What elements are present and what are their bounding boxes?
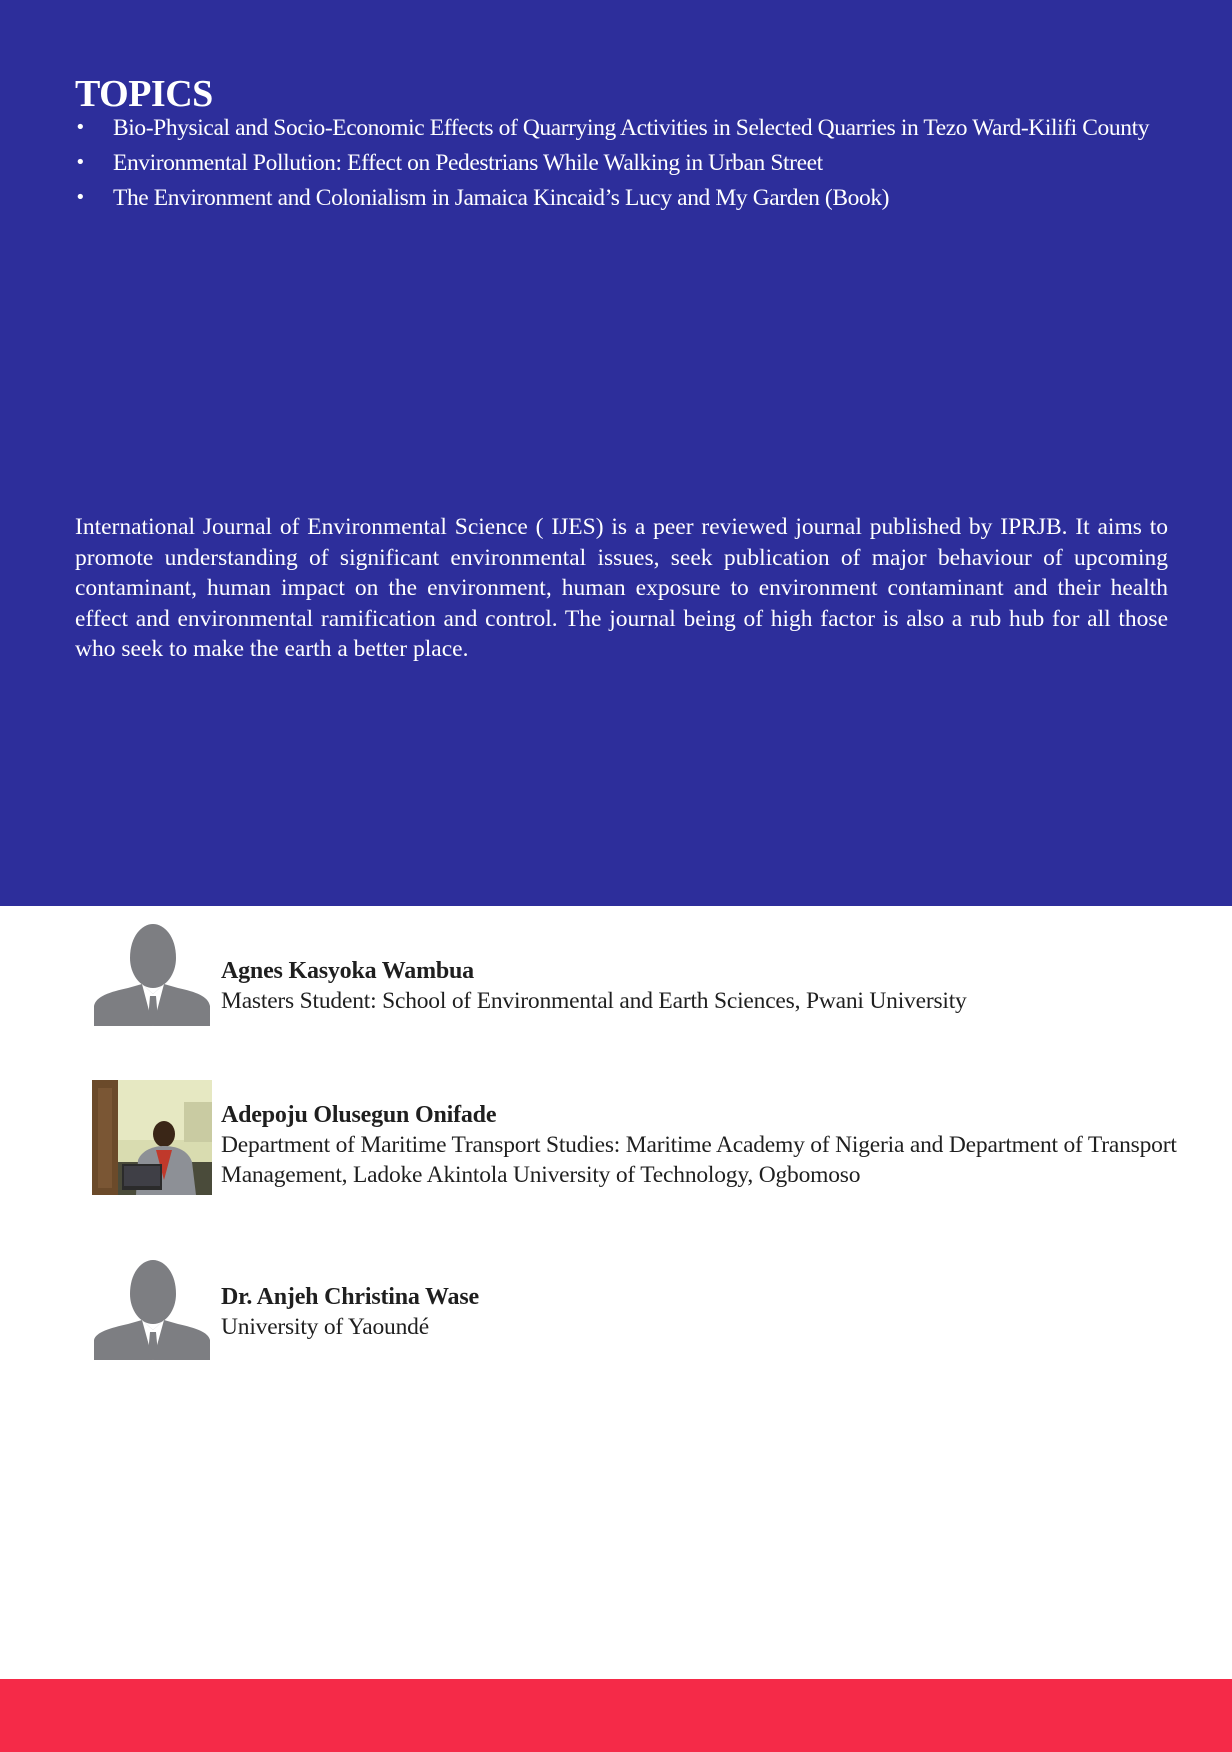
topic-item (75, 183, 1168, 213)
topic-text: The Environment and Colonialism in Jamaica Kincaid’s Lucy and My Garden (Book) (113, 185, 890, 211)
topics-list (75, 113, 1168, 218)
person-silhouette-icon (92, 918, 212, 1026)
bullet-icon: • (75, 152, 86, 173)
author-photo (92, 1080, 212, 1195)
footer-bar (0, 1679, 1232, 1752)
person-silhouette-icon (92, 1254, 212, 1360)
author-photograph-icon (92, 1080, 212, 1195)
topic-text: Environmental Pollution: Effect on Pedestrians While Walking in Urban Street (113, 150, 823, 176)
bullet-icon: • (75, 187, 86, 208)
author-affiliation: Department of Maritime Transport Studies: Maritime Academy of Nigeria and Department of Transport Management, Ladoke Akintola University of Technology, Ogbomoso (221, 1132, 1177, 1188)
topics-heading: TOPICS (75, 73, 213, 115)
topic-item (75, 113, 1168, 143)
topic-text: Bio-Physical and Socio-Economic Effects of Quarrying Activities in Selected Quarries in Tezo Ward-Kilifi County (113, 115, 1150, 141)
avatar-placeholder-icon (92, 1254, 212, 1360)
author-affiliation: Masters Student: School of Environmental and Earth Sciences, Pwani University (221, 988, 967, 1014)
author-name: Dr. Anjeh Christina Wase (221, 1284, 479, 1310)
bullet-icon: • (75, 117, 86, 138)
topic-item (75, 148, 1168, 178)
author-affiliation: University of Yaoundé (221, 1314, 429, 1340)
author-name: Agnes Kasyoka Wambua (221, 958, 474, 984)
journal-description: International Journal of Environmental Science ( IJES) is a peer reviewed journal published by IPRJB. It aims to promote understanding of significant environmental issues, seek publication of major behaviour of upcoming contaminant, human impact on the environment, human exposure to environment contaminant and their health effect and environmental ramification and control. The journal being of high factor is also a rub hub for all those who seek to make the earth a better place. (75, 514, 1168, 662)
author-name: Adepoju Olusegun Onifade (221, 1102, 497, 1128)
avatar-placeholder-icon (92, 918, 212, 1026)
